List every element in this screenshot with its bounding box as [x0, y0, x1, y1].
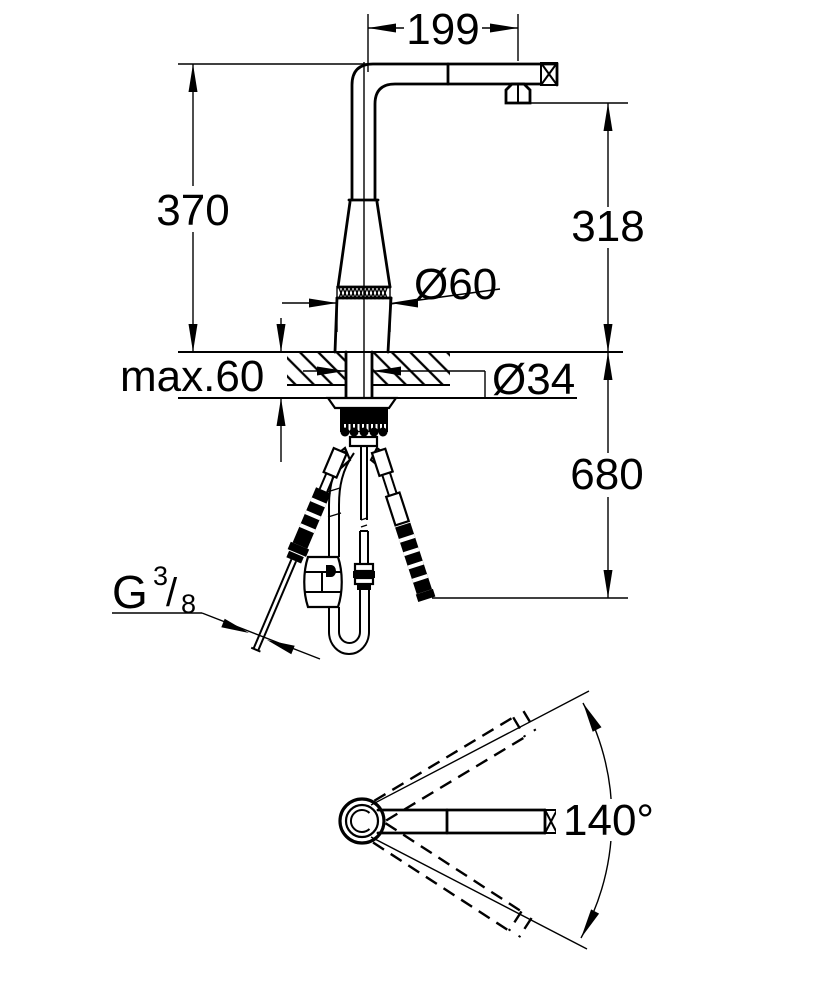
weight-clip-mark [326, 565, 336, 577]
spray-head [506, 84, 530, 103]
base-circles [340, 799, 384, 843]
thread-numerator-label: 3 [153, 561, 169, 591]
faucet-spout-outline [352, 63, 557, 200]
thread-g-label: G [112, 566, 148, 618]
mounting-rod [360, 446, 368, 564]
side-elevation-view [112, 5, 645, 659]
dim-deck-thickness-label: max.60 [120, 352, 265, 401]
dim-spout-clearance [531, 103, 645, 352]
swivel-angle-dimension [371, 691, 658, 949]
dim-total-height [156, 64, 373, 352]
hose-weight [304, 557, 342, 607]
thread-callout [112, 561, 320, 659]
dim-total-height-label: 370 [156, 186, 230, 235]
swivel-position-lower [373, 823, 531, 937]
supply-hose-right [370, 448, 435, 602]
counter-hatch-left [287, 353, 345, 384]
dim-hole-diameter-label: Ø34 [492, 355, 576, 404]
dim-spout-reach-label: 199 [406, 5, 480, 54]
dim-swivel-angle-label: 140° [563, 796, 655, 845]
plan-spout [378, 810, 557, 833]
swivel-position-upper [374, 711, 535, 820]
counter-hatch-right [373, 353, 450, 384]
dim-base-diameter-label: Ø60 [414, 260, 498, 309]
thread-denominator-label: 8 [181, 589, 197, 619]
hose-connector [353, 564, 375, 590]
faucet-body [335, 200, 391, 352]
plan-aerator-end [545, 810, 557, 833]
washer-flange [328, 398, 396, 408]
mounting-nut [340, 408, 388, 437]
hose-manifold-block [350, 437, 377, 446]
aerator-end [541, 63, 557, 85]
supply-hose-left [247, 447, 350, 654]
pullout-hose-loop [304, 451, 375, 654]
dim-spout-reach [368, 5, 518, 72]
dim-deck-thickness [120, 318, 286, 462]
thread-slash-label: / [166, 571, 178, 615]
plan-swivel-view [340, 691, 658, 949]
dim-spout-clearance-label: 318 [571, 202, 645, 251]
dim-hose-length-label: 680 [570, 450, 644, 499]
